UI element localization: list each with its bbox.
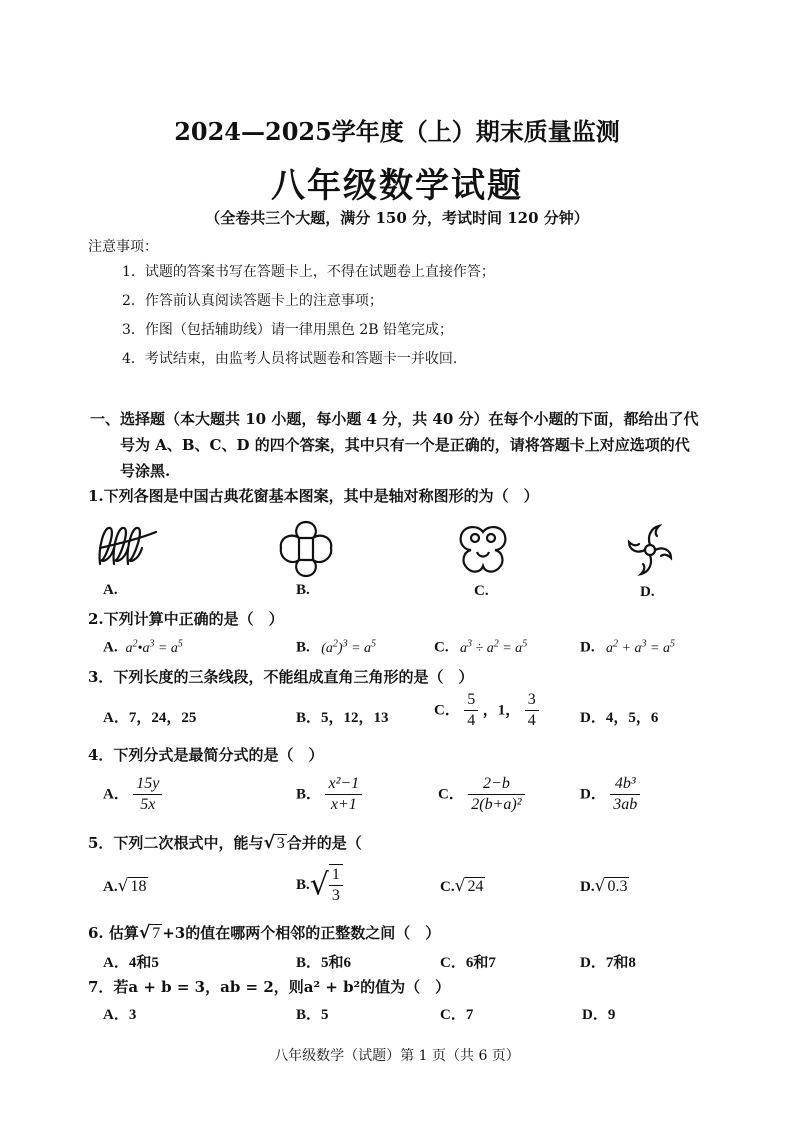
q7-option-d: D．9 (582, 1007, 616, 1023)
question-4-stem: 4．下列分式是最简分式的是（ ） (88, 746, 324, 764)
q2-option-c: C. $a^3 \div a^2 = a^5$ (434, 638, 528, 656)
subject-title: 八年级数学试题 (271, 166, 523, 206)
note-item: 3．作图（包括辅助线）请一律用黑色 2B 铅笔完成； (122, 322, 454, 338)
q1-option-c-label: C. (474, 583, 489, 599)
q7-option-a: A．3 (103, 1007, 137, 1023)
q3-option-c: C． $\frac{5}{4}$ ，1， $\frac{3}{4}$ (434, 690, 539, 731)
window-pattern-b-image (275, 518, 337, 580)
note-item: 4．考试结束，由监考人员将试题卷和答题卡一并收回. (122, 351, 458, 367)
q2-option-a: A. $a^2•a^3 = a^5$ (103, 638, 183, 656)
q2-option-d: D. $a^2 + a^3 = a^5$ (580, 638, 675, 656)
q4-option-a: A． $\frac{15y}{5x}$ (103, 774, 162, 815)
q4-option-d: D． $\frac{\text{4b³}}{3ab}$ (580, 774, 640, 815)
question-6-stem: 6. 估算√ 7 +3的值在哪两个相邻的正整数之间（ ） (88, 923, 441, 943)
q7-option-c: C．7 (440, 1007, 474, 1023)
q5-option-b: B.√ $\frac{1}{3}$ (296, 864, 343, 906)
question-2-stem: 2.下列计算中正确的是（ ） (88, 610, 284, 628)
q6-option-c: C．6和7 (440, 955, 496, 971)
note-item: 1．试题的答案书写在答题卡上，不得在试题卷上直接作答； (122, 264, 495, 280)
q6-option-b: B．5和6 (296, 955, 352, 971)
question-3-stem: 3．下列长度的三条线段，不能组成直角三角形的是（ ） (88, 668, 474, 686)
window-pattern-c-image (455, 522, 511, 578)
window-pattern-a-image (96, 518, 160, 572)
q5-option-d: D.√ 0.3 (580, 876, 628, 896)
q1-option-a-label: A. (103, 582, 118, 598)
q6-option-a: A．4和5 (103, 955, 159, 971)
section-heading: 一、选择题（本大题共 10 小题，每小题 4 分，共 40 分）在每个小题的下面，都给出了代 (90, 410, 699, 428)
q4-option-b: B． $\frac{\text{x²−1}}{x+1}$ (296, 774, 362, 815)
section-heading-line2: 号为 A、B、C、D 的四个答案，其中只有一个是正确的，请将答题卡上对应选项的代 (120, 436, 690, 454)
q2-option-b: B. $(a^2)^3 = a^5$ (296, 638, 377, 656)
q4-option-c: C． $\frac{2-b}{\text{2(b+a)²}}$ (438, 774, 525, 815)
question-7-stem: 7．若a + b = 3，ab = 2，则a² + b²的值为（ ） (88, 978, 451, 996)
q3-option-b: B．5，12，13 (296, 710, 389, 726)
exam-title: 2024—2025学年度（上）期末质量监测 (174, 117, 620, 146)
q3-option-d: D．4，5，6 (580, 710, 659, 726)
question-1-stem: 1.下列各图是中国古典花窗基本图案，其中是轴对称图形的为（ ） (88, 487, 539, 505)
q5-option-a: A.√ 18 (103, 876, 147, 896)
notes-heading: 注意事项： (88, 239, 158, 255)
note-item: 2．作答前认真阅读答题卡上的注意事项； (122, 293, 383, 309)
q3-option-a: A．7，24，25 (103, 710, 197, 726)
window-pattern-d-image (625, 520, 675, 580)
exam-info: （全卷共三个大题，满分 150 分，考试时间 120 分钟） (205, 209, 589, 227)
q5-option-c: C.√ 24 (440, 876, 484, 896)
page-footer: 八年级数学（试题）第 1 页（共 6 页） (274, 1048, 520, 1064)
q7-option-b: B．5 (296, 1007, 329, 1023)
q1-option-b-label: B. (296, 582, 310, 598)
q6-option-d: D．7和8 (580, 955, 636, 971)
section-heading-line3: 号涂黑. (120, 462, 171, 480)
question-5-stem: 5．下列二次根式中，能与√ 3 合并的是（ (88, 833, 362, 853)
q1-option-d-label: D. (640, 584, 655, 600)
